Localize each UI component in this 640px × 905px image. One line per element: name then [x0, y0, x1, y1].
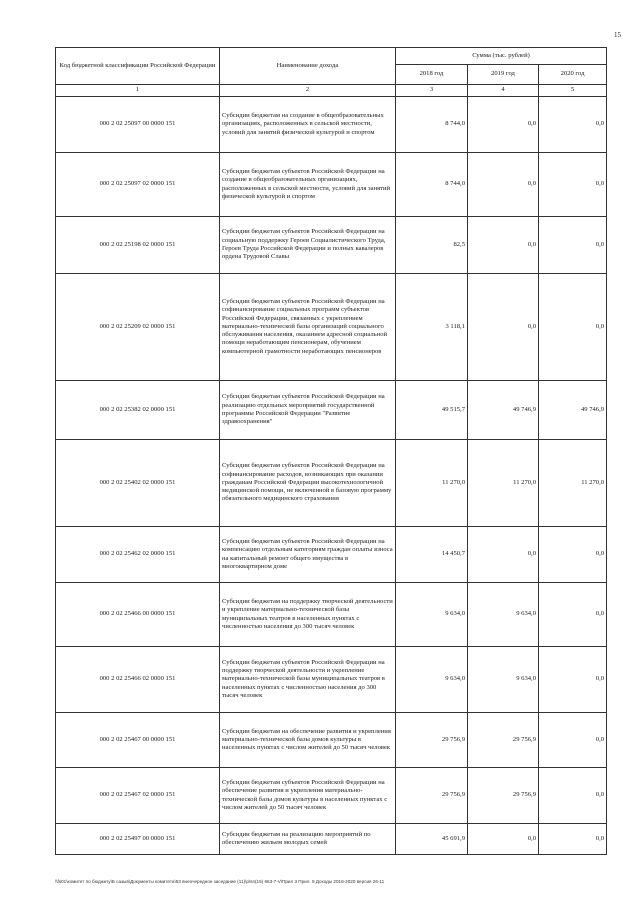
row-2019: 49 746,9 — [468, 381, 539, 440]
header-year-2019: 2019 год — [468, 65, 539, 85]
row-2018: 8 744,0 — [396, 153, 468, 217]
row-2020: 0,0 — [539, 824, 607, 855]
row-2019: 9 634,0 — [468, 583, 539, 647]
row-2020: 0,0 — [539, 274, 607, 381]
row-code: 000 2 02 25467 00 0000 151 — [56, 713, 220, 768]
row-2018: 9 634,0 — [396, 583, 468, 647]
row-2020: 0,0 — [539, 768, 607, 824]
col-number-4: 4 — [468, 85, 539, 97]
row-2019: 0,0 — [468, 824, 539, 855]
row-code: 000 2 02 25382 02 0000 151 — [56, 381, 220, 440]
col-number-1: 1 — [56, 85, 220, 97]
row-2019: 11 270,0 — [468, 440, 539, 527]
row-2018: 29 756,9 — [396, 768, 468, 824]
row-2018: 8 744,0 — [396, 97, 468, 153]
table-row — [56, 440, 607, 527]
row-2019: 0,0 — [468, 217, 539, 274]
row-2019: 0,0 — [468, 274, 539, 381]
table-row — [56, 381, 607, 440]
row-2018: 82,5 — [396, 217, 468, 274]
row-name: Субсидии бюджетам субъектов Российской Федерации на софинансирование расходов, возникающих при оказании гражданам Российской Федерации высокотехнологичной медицинской помощи, не включенной в базовую программу обязательного медицинского страхования — [220, 440, 396, 527]
row-2018: 11 270,0 — [396, 440, 468, 527]
row-code: 000 2 02 25402 02 0000 151 — [56, 440, 220, 527]
row-2019: 29 756,9 — [468, 768, 539, 824]
row-name: Субсидии бюджетам субъектов Российской Федерации на реализацию отдельных мероприятий государственной программы Российской Федерации "Развитие здравоохранения" — [220, 381, 396, 440]
row-name: Субсидии бюджетам субъектов Российской Федерации на обеспечение развития и укрепления материально-технической базы домов культуры в населенных пунктах с числом жителей до 50 тысяч человек — [220, 768, 396, 824]
row-code: 000 2 02 25209 02 0000 151 — [56, 274, 220, 381]
row-2019: 0,0 — [468, 153, 539, 217]
table-row — [56, 527, 607, 583]
row-name: Субсидии бюджетам субъектов Российской Федерации на поддержку творческой деятельности и укрепление материально-технической базы муниципальных театров в населенных пунктах с численностью населения до 300 тысяч человек — [220, 647, 396, 713]
row-name: Субсидии бюджетам на обеспечение развития и укрепления материально-технической базы домов культуры в населенных пунктах с числом жителей до 50 тысяч человек — [220, 713, 396, 768]
col-number-5: 5 — [539, 85, 607, 97]
row-code: 000 2 02 25497 00 0000 151 — [56, 824, 220, 855]
table-row — [56, 647, 607, 713]
revenue-table — [55, 47, 607, 855]
row-2020: 49 746,9 — [539, 381, 607, 440]
row-2019: 9 634,0 — [468, 647, 539, 713]
row-code: 000 2 02 25466 02 0000 151 — [56, 647, 220, 713]
row-2018: 3 118,1 — [396, 274, 468, 381]
row-code: 000 2 02 25198 02 0000 151 — [56, 217, 220, 274]
row-name: Субсидии бюджетам субъектов Российской Федерации на социальную поддержку Героев Социалистического Труда, Героев Труда Российской Федерации и полных кавалеров ордена Трудовой Славы — [220, 217, 396, 274]
table-row — [56, 583, 607, 647]
row-2020: 11 270,0 — [539, 440, 607, 527]
row-code: 000 2 02 25467 02 0000 151 — [56, 768, 220, 824]
col-number-3: 3 — [396, 85, 468, 97]
row-2020: 0,0 — [539, 583, 607, 647]
row-2018: 29 756,9 — [396, 713, 468, 768]
row-2020: 0,0 — [539, 153, 607, 217]
row-2020: 0,0 — [539, 217, 607, 274]
col-number-2: 2 — [220, 85, 396, 97]
row-code: 000 2 02 25097 02 0000 151 — [56, 153, 220, 217]
table-row — [56, 824, 607, 855]
page-number: 15 — [614, 31, 621, 39]
table-row — [56, 97, 607, 153]
row-2018: 45 691,9 — [396, 824, 468, 855]
header-sum: Сумма (тыс. рублей) — [396, 48, 607, 65]
table-row — [56, 768, 607, 824]
row-2020: 0,0 — [539, 713, 607, 768]
table-row — [56, 713, 607, 768]
row-2018: 49 515,7 — [396, 381, 468, 440]
row-2019: 0,0 — [468, 97, 539, 153]
file-path-footer: \\fs01\комитет по бюджету\Б сазыв\Документы комитета\53 внеочередное заседание (11)\p\sn(15) 663-7-V\Прил 3 Прил. 9 Доходы 2018-2020 версия 26-11 — [55, 879, 385, 884]
row-2018: 14 450,7 — [396, 527, 468, 583]
row-name: Субсидии бюджетам субъектов Российской Федерации на компенсацию отдельным категориям граждан оплаты взноса на капитальный ремонт общего имущества в многоквартирном доме — [220, 527, 396, 583]
header-year-2018: 2018 год — [396, 65, 468, 85]
table-row — [56, 217, 607, 274]
header-code: Код бюджетной классификации Российской Федерации — [56, 48, 220, 85]
header-year-2020: 2020 год — [539, 65, 607, 85]
row-code: 000 2 02 25466 00 0000 151 — [56, 583, 220, 647]
row-2018: 9 634,0 — [396, 647, 468, 713]
table-row — [56, 153, 607, 217]
row-name: Субсидии бюджетам на создание в общеобразовательных организациях, расположенных в сельской местности, условий для занятий физической культурой и спортом — [220, 97, 396, 153]
row-name: Субсидии бюджетам на поддержку творческой деятельности и укрепление материально-технической базы муниципальных театров в населенных пунктах с численностью населения до 300 тысяч человек — [220, 583, 396, 647]
row-2020: 0,0 — [539, 97, 607, 153]
row-2019: 0,0 — [468, 527, 539, 583]
row-2019: 29 756,9 — [468, 713, 539, 768]
header-name: Наименование дохода — [220, 48, 396, 85]
row-name: Субсидии бюджетам субъектов Российской Федерации на создание в общеобразовательных организациях, расположенных в сельской местности, условий для занятий физической культурой и спортом — [220, 153, 396, 217]
row-2020: 0,0 — [539, 647, 607, 713]
row-name: Субсидии бюджетам субъектов Российской Федерации на софинансирование социальных программ субъектов Российской Федерации, связанных с укреплением материально-технической базы организаций социального обслуживания населения, оказанием адресной социальной помощи неработающим пенсионерам, обучением компьютерной грамотности неработающих пенсионеров — [220, 274, 396, 381]
row-2020: 0,0 — [539, 527, 607, 583]
row-code: 000 2 02 25097 00 0000 151 — [56, 97, 220, 153]
row-name: Субсидии бюджетам на реализацию мероприятий по обеспечению жильем молодых семей — [220, 824, 396, 855]
table-row — [56, 274, 607, 381]
row-code: 000 2 02 25462 02 0000 151 — [56, 527, 220, 583]
